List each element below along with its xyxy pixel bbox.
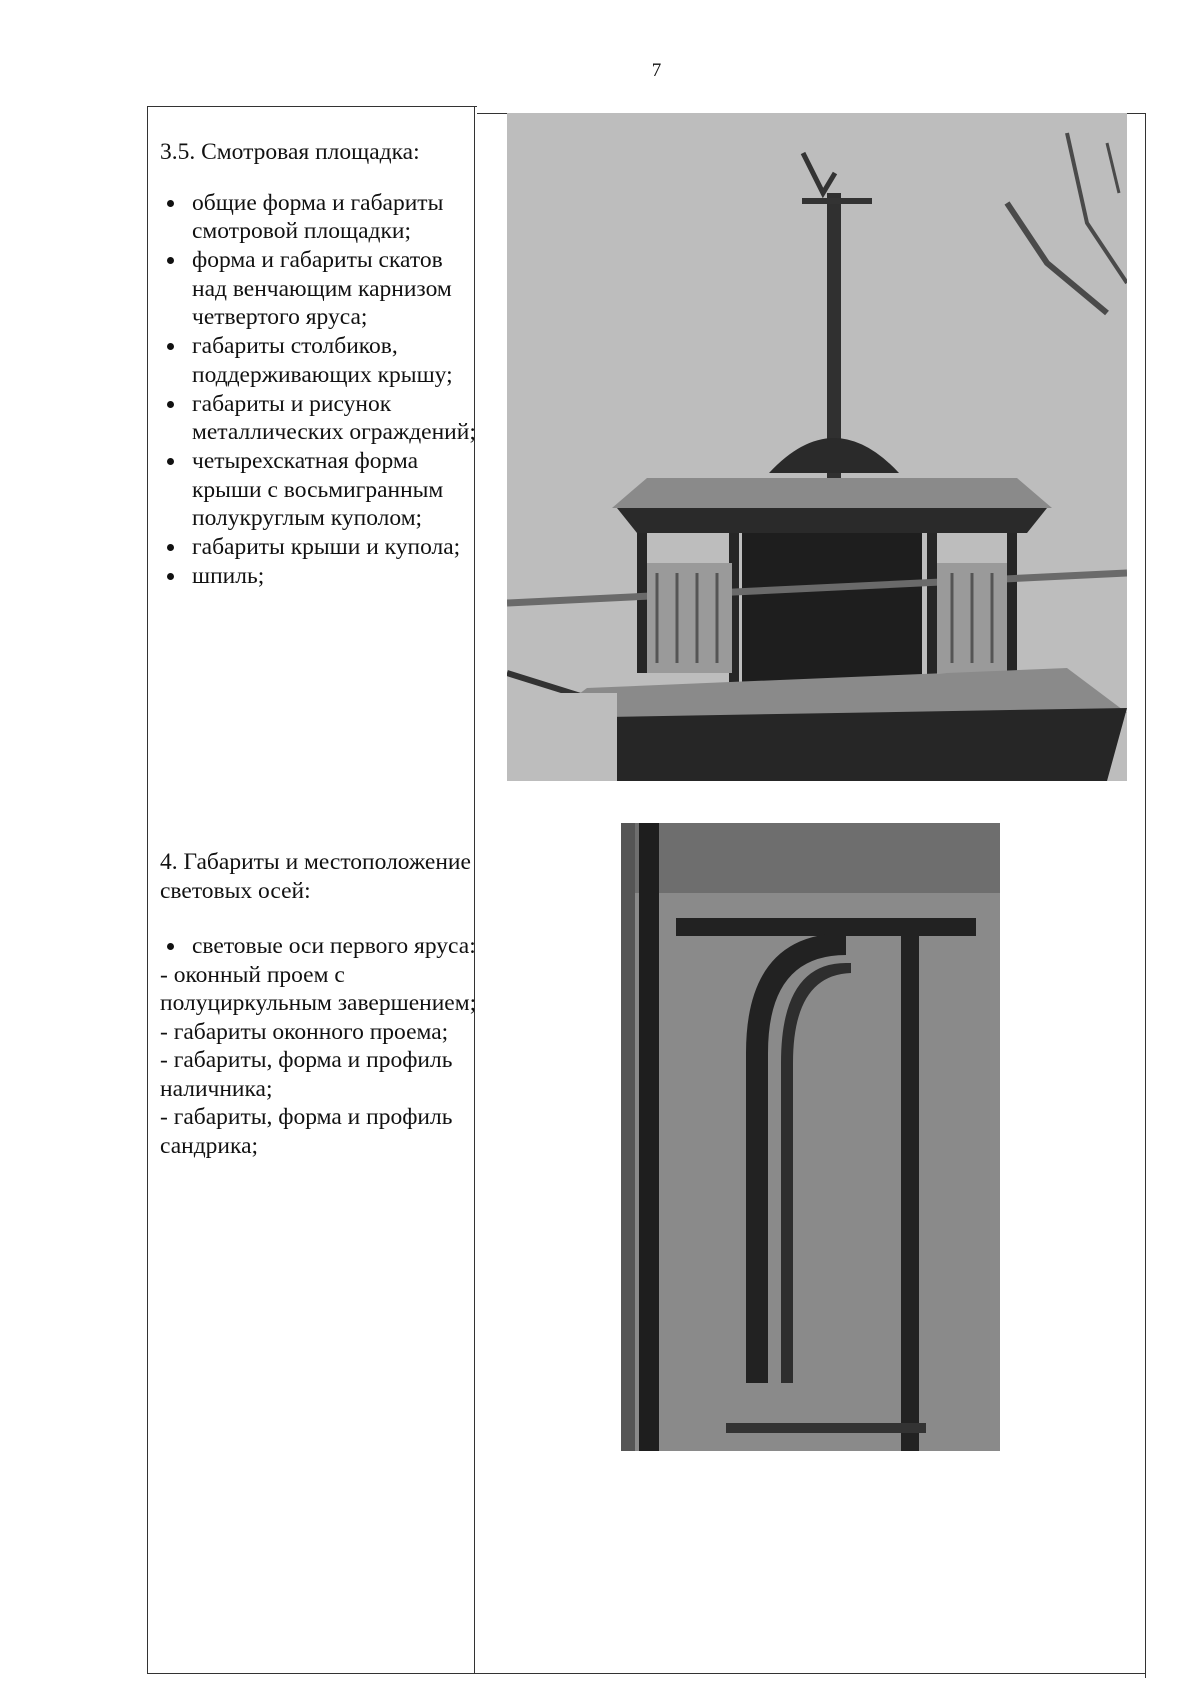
section-heading: 3.5. Смотровая площадка: [160, 139, 420, 165]
section-light-axes [160, 848, 480, 1160]
bullet-list [160, 189, 480, 591]
dash-line: - габариты, форма и профиль наличника; [160, 1047, 453, 1102]
list-item: четырехскатная форма крыши с восьмигранным полукруглым куполом; [160, 447, 480, 533]
dash-line: - габариты оконного проема; [160, 1018, 449, 1045]
dash-line: - оконный проем с полуциркульным завершением; [160, 961, 477, 1016]
section-heading: 4. Габариты и местоположение световых осей: [160, 849, 471, 904]
photo-observation-deck [507, 113, 1127, 781]
page-number: 7 [651, 60, 662, 81]
section-observation-deck [160, 138, 480, 591]
bullet-list [160, 932, 480, 961]
table-top-border [147, 106, 477, 107]
dash-line: - габариты, форма и профиль сандрика; [160, 1104, 453, 1159]
list-item: общие форма и габариты смотровой площадки; [160, 189, 480, 246]
table-right-border [1145, 113, 1146, 1678]
list-item: габариты и рисунок металлических ограждений; [160, 390, 480, 447]
table-left-border [147, 106, 148, 1674]
list-item: габариты столбиков, поддерживающих крышу; [160, 332, 480, 389]
photo-window-opening [621, 823, 1000, 1451]
table-bottom-border [147, 1673, 1146, 1674]
list-item: световые оси первого яруса: [160, 932, 480, 961]
list-item: шпиль; [160, 562, 480, 591]
list-item: габариты крыши и купола; [160, 533, 480, 562]
list-item: форма и габариты скатов над венчающим карнизом четвертого яруса; [160, 246, 480, 332]
